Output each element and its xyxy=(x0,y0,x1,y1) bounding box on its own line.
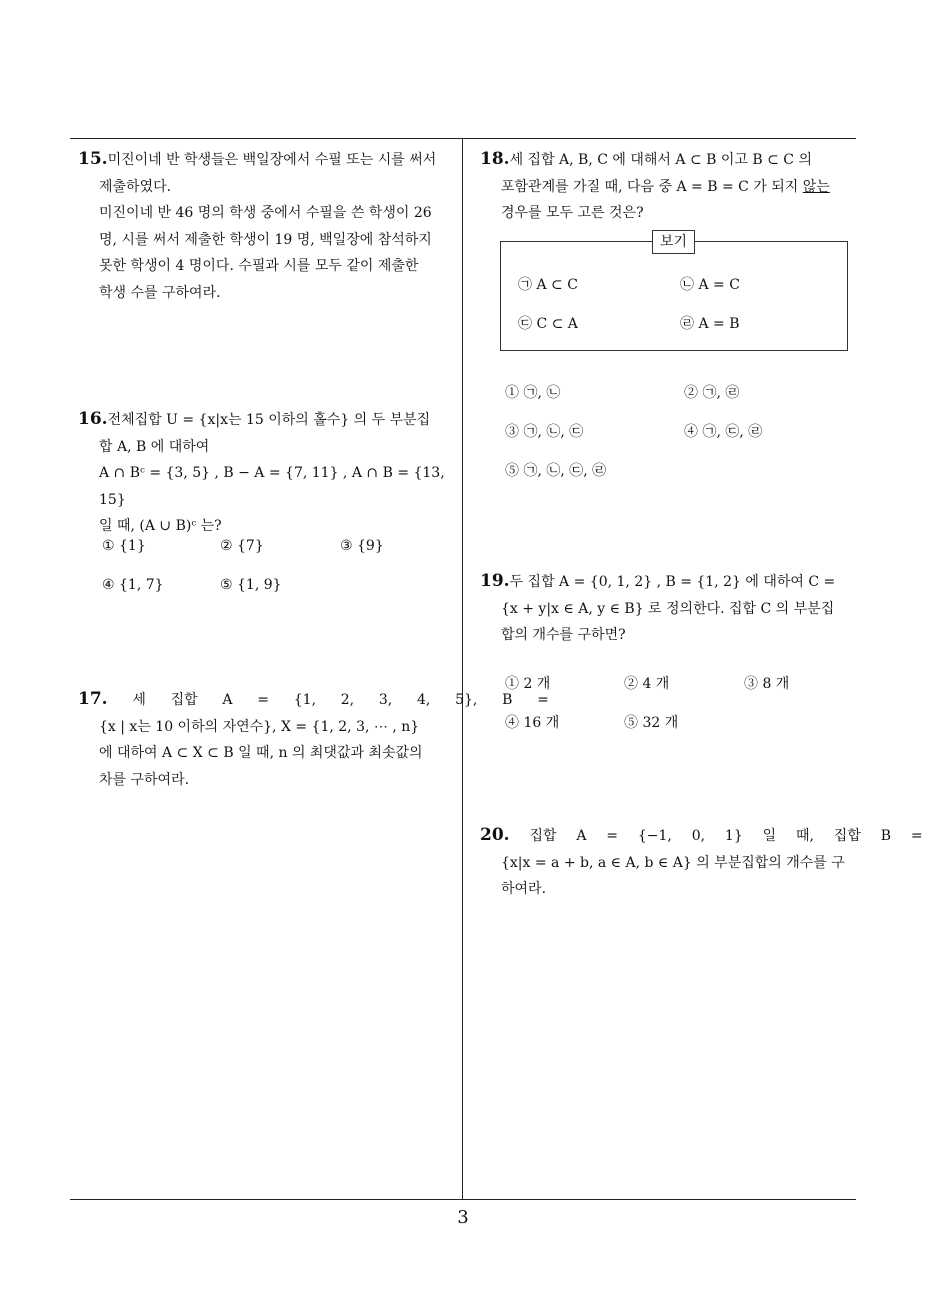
question-text: {x | x는 10 이하의 자연수}, X = {1, 2, 3, ⋯ , n} xyxy=(99,718,420,735)
question-text: 경우를 모두 고른 것은? xyxy=(501,205,644,221)
question-text: 못한 학생이 4 명이다. 수필과 시를 모두 같이 제출한 xyxy=(99,258,419,274)
question-16 xyxy=(78,406,456,540)
question-text: 미진이네 반 학생들은 백일장에서 수필 또는 시를 써서 xyxy=(107,152,437,168)
choice-4[interactable]: ④ 16 개 xyxy=(505,715,560,731)
choice-2[interactable]: ② 4 개 xyxy=(624,676,670,692)
bogi-item: ㉠ A ⊂ C xyxy=(518,277,578,293)
question-text: 합의 개수를 구하면? xyxy=(501,627,626,643)
bogi-item: ㉡ A = C xyxy=(680,277,740,293)
choice-4[interactable]: ④ ㉠, ㉢, ㉣ xyxy=(684,424,763,440)
bogi-item: ㉣ A = B xyxy=(680,316,740,332)
choice-1[interactable]: ① 2 개 xyxy=(505,676,551,692)
question-text: 차를 구하여라. xyxy=(99,771,190,788)
question-text: 포함관계를 가질 때, 다음 중 A = B = C 가 되지 xyxy=(501,178,803,195)
question-15 xyxy=(78,146,456,306)
choice-1[interactable]: ① ㉠, ㉡ xyxy=(505,385,561,401)
question-text: {x + y|x ∈ A, y ∈ B} 로 정의한다. 집합 C 의 부분집 xyxy=(501,600,835,617)
question-text: 두 집합 A = {0, 1, 2} , B = {1, 2} 에 대하여 C = xyxy=(509,574,836,590)
bogi-box xyxy=(500,241,848,351)
question-text: 학생 수를 구하여라. xyxy=(99,284,221,301)
question-18 xyxy=(480,146,860,227)
column-divider xyxy=(462,138,463,1200)
question-number: 18. xyxy=(480,149,510,169)
choice-3[interactable]: ③ ㉠, ㉡, ㉢ xyxy=(505,424,584,440)
question-number: 20. xyxy=(480,825,510,845)
choice-5[interactable]: ⑤ ㉠, ㉡, ㉢, ㉣ xyxy=(505,463,607,479)
bogi-title: 보기 xyxy=(652,230,695,254)
page-number: 3 xyxy=(457,1207,469,1228)
question-19 xyxy=(480,568,860,649)
underlined-word: 않는 xyxy=(802,178,830,195)
choice-3[interactable]: ③ {9} xyxy=(340,538,384,554)
choice-2[interactable]: ② ㉠, ㉣ xyxy=(684,385,740,401)
top-rule xyxy=(70,138,856,139)
choice-1[interactable]: ① {1} xyxy=(102,538,146,554)
question-text: 하여라. xyxy=(501,881,547,897)
question-text: 에 대하여 A ⊂ X ⊂ B 일 때, n 의 최댓값과 최솟값의 xyxy=(99,745,423,761)
question-text: A ∩ Bᶜ = {3, 5} , B − A = {7, 11} , A ∩ B = {13, 15} xyxy=(99,465,445,508)
choice-5[interactable]: ⑤ 32 개 xyxy=(624,715,679,731)
question-text: 일 때, (A ∪ B)ᶜ 는? xyxy=(99,518,222,534)
choice-4[interactable]: ④ {1, 7} xyxy=(102,577,164,593)
question-20 xyxy=(480,822,923,903)
bottom-rule xyxy=(70,1199,856,1200)
choice-5[interactable]: ⑤ {1, 9} xyxy=(220,577,282,593)
question-text: 집합 A = {−1, 0, 1} 일 때, 집합 B = xyxy=(529,828,923,844)
question-text: {x|x = a + b, a ∈ A, b ∈ A} 의 부분집합의 개수를 구 xyxy=(501,854,845,871)
question-number: 16. xyxy=(78,409,108,429)
question-number: 19. xyxy=(480,571,510,591)
choice-2[interactable]: ② {7} xyxy=(220,538,264,554)
question-text: 세 집합 A = {1, 2, 3, 4, 5}, B = xyxy=(132,692,549,708)
question-text: 전체집합 U = {x|x는 15 이하의 홀수} 의 두 부분집 xyxy=(107,412,431,428)
question-text: 명, 시를 써서 제출한 학생이 19 명, 백일장에 참석하지 xyxy=(99,231,432,248)
bogi-item: ㉢ C ⊂ A xyxy=(518,316,578,332)
question-number: 17. xyxy=(78,689,108,709)
choice-3[interactable]: ③ 8 개 xyxy=(744,676,790,692)
question-text: 제출하였다. xyxy=(99,178,172,195)
question-number: 15. xyxy=(78,149,108,169)
question-text: 세 집합 A, B, C 에 대해서 A ⊂ B 이고 B ⊂ C 의 xyxy=(509,152,812,168)
question-text: 미진이네 반 46 명의 학생 중에서 수필을 쓴 학생이 26 xyxy=(99,205,432,221)
question-text: 합 A, B 에 대하여 xyxy=(99,438,210,455)
